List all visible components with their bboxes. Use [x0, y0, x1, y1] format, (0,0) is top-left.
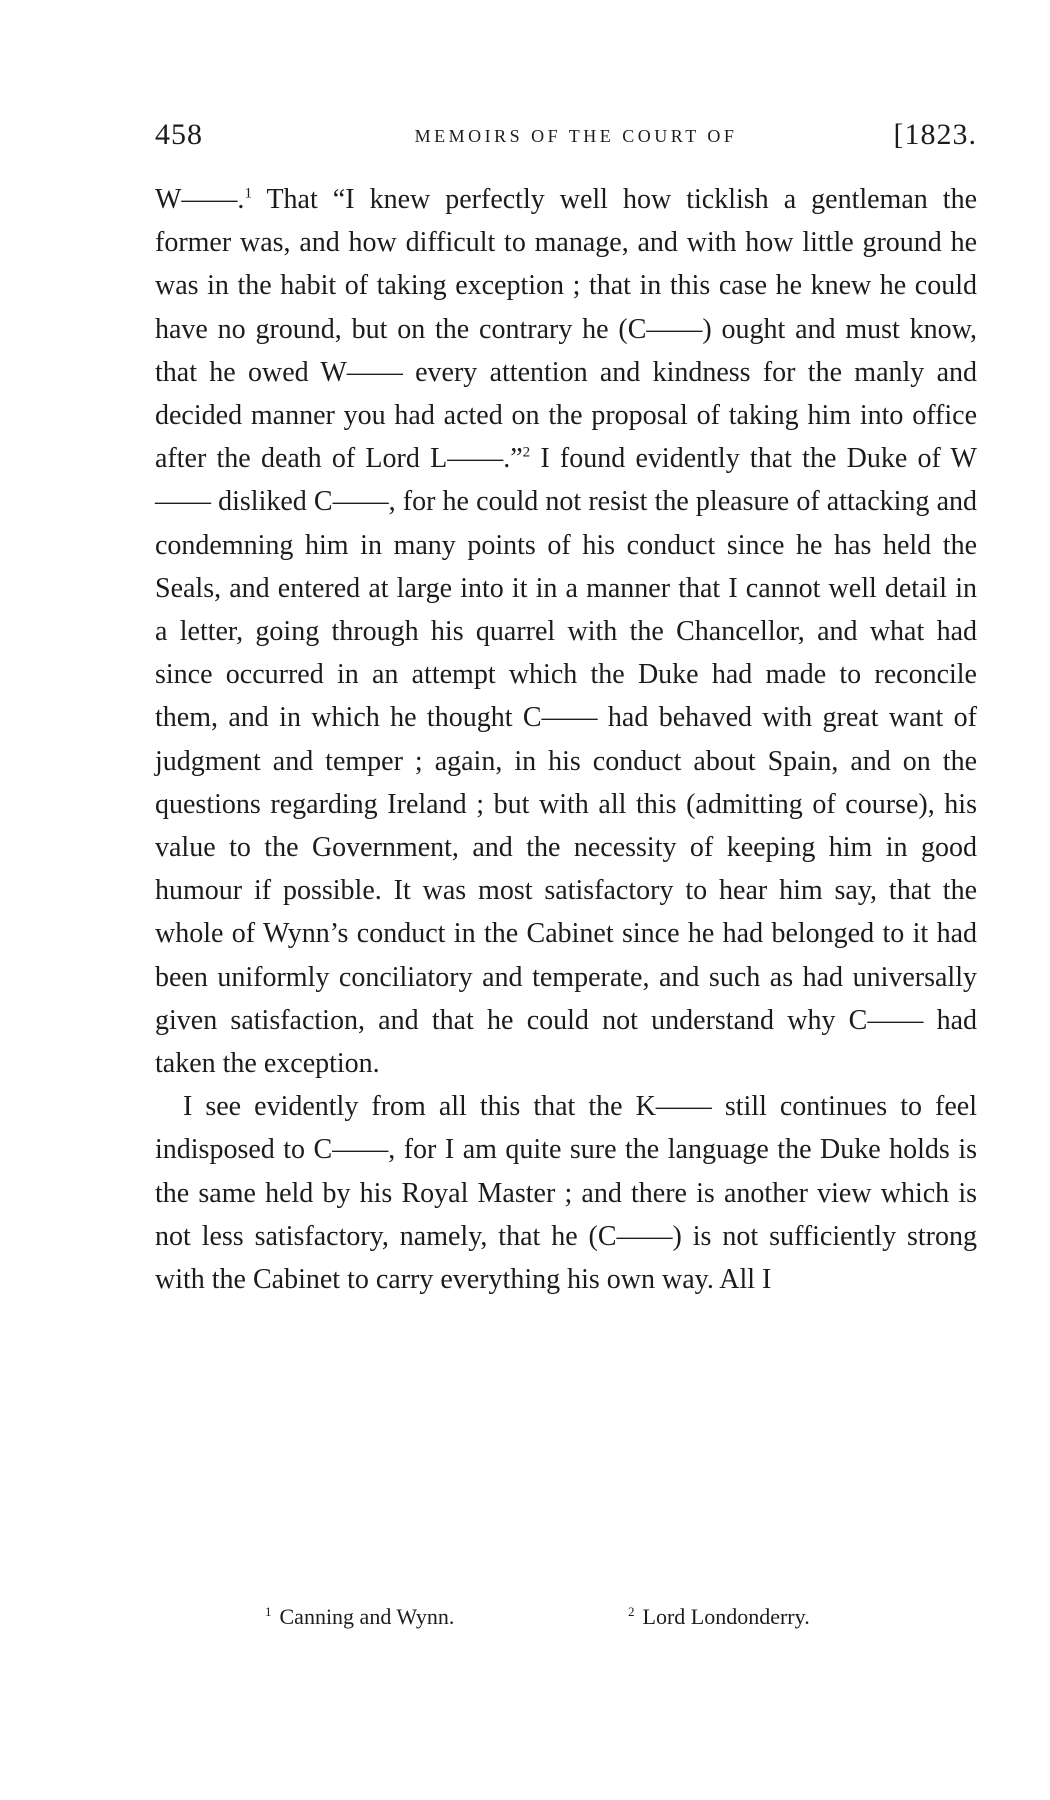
- footnote-1-marker: 1: [265, 1603, 272, 1619]
- year-label: [1823.: [893, 118, 977, 151]
- footnote-2: [628, 1604, 810, 1630]
- page-number: 458: [155, 118, 203, 151]
- paragraph-1: [155, 178, 977, 1085]
- footnote-ref-2: 2: [522, 444, 531, 461]
- footnote-ref-1: 1: [244, 185, 252, 202]
- footnote-1-text: Canning and Wynn.: [279, 1604, 455, 1629]
- footnote-2-text: Lord Londonderry.: [642, 1604, 810, 1629]
- footnote-1: [265, 1604, 454, 1630]
- paragraph-2: I see evidently from all this that the K—— still continues to feel indisposed to C——, for I am quite sure the language the Duke holds is the same held by his Royal Master ; and there is another view which is not less satisfactory, namely, that he (C——) is not sufficiently strong with the Cabinet to carry everything his own way. All I: [155, 1091, 977, 1296]
- footnote-2-marker: 2: [628, 1603, 635, 1619]
- running-title: MEMOIRS OF THE COURT OF: [414, 126, 738, 146]
- body-text: [155, 178, 977, 1301]
- paragraph-1-part-c: I found evidently that the Duke of W—— disliked C——, for he could not resist the pleasure of attacking and condemning him in many points of his conduct since he has held the Seals, and entered at large into it in a manner that I cannot well detail in a letter, going through his quarrel with the Chancellor, and what had since occurred in an attempt which the Duke had made to reconcile them, and in which he thought C—— had behaved with great want of judgment and temper ; again, in his conduct about Spain, and on the questions regarding Ireland ; but with all this (admitting of course), his value to the Government, and the necessity of keeping him in good humour if possible. It was most satisfactory to hear him say, that the whole of Wynn’s conduct in the Cabinet since he had belonged to it had been uniformly conciliatory and temperate, and such as had universally given satisfaction, and that he could not understand why C—— had taken the exception.: [155, 443, 977, 1080]
- running-head: [155, 118, 977, 158]
- paragraph-1-part-b: That “I knew perfectly well how ticklish a gentleman the former was, and how difficult to manage, and with how little ground he was in the habit of taking exception ; that in this case he knew he could have no ground, but on the contrary he (C——) ought and must know, that he owed W—— every attention and kindness for the manly and decided manner you had acted on the proposal of taking him into office after the death of Lord L——.”: [155, 184, 977, 475]
- paragraph-1-part-a: W——.: [155, 184, 245, 215]
